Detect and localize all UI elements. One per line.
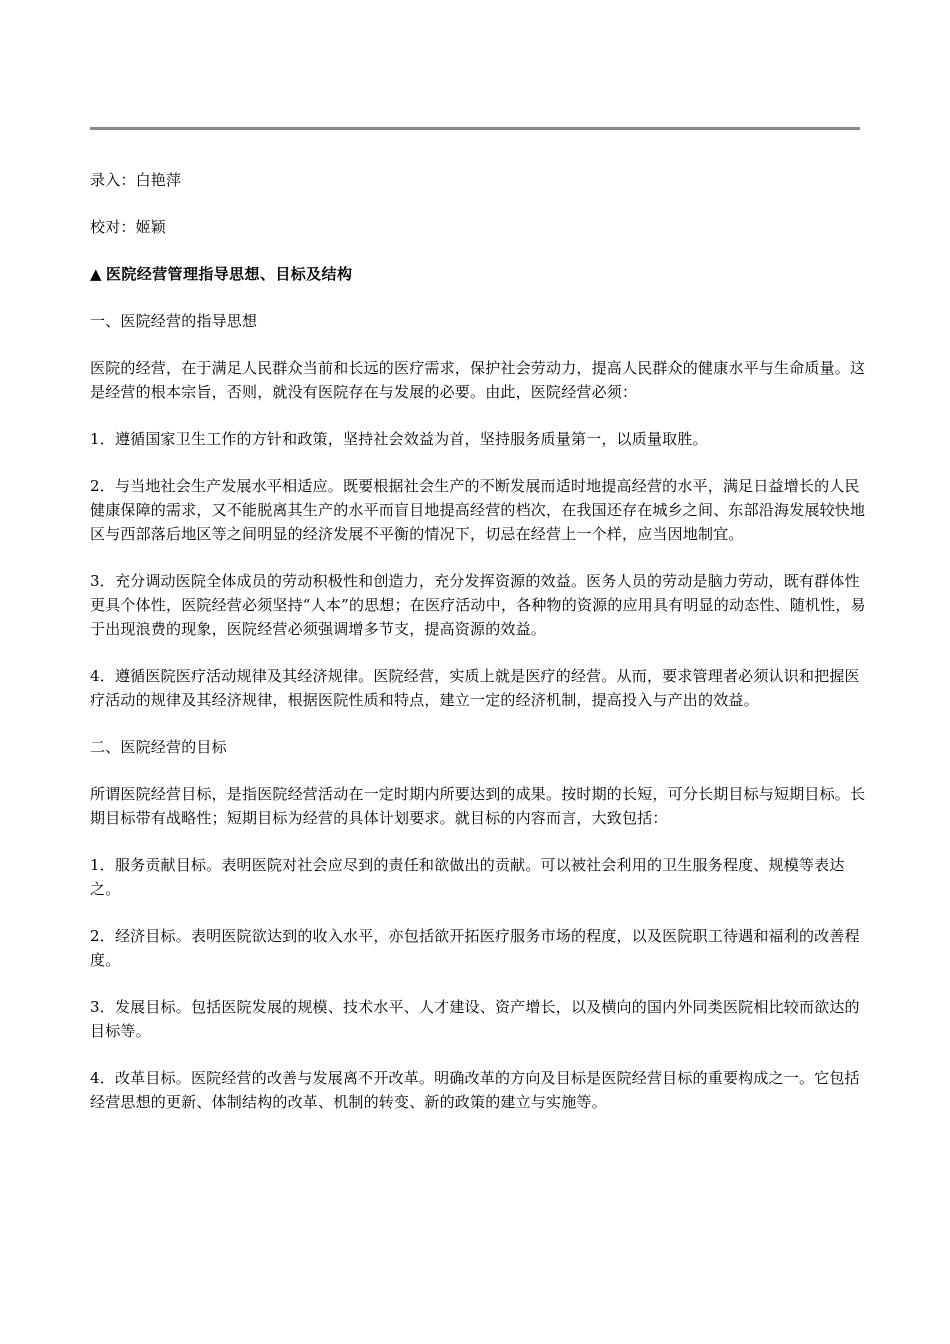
section-1-intro: 医院的经营，在于满足人民群众当前和长远的医疗需求，保护社会劳动力，提高人民群众的健康水平与生命质量。这是经营的根本宗旨，否则，就没有医院存在与发展的必要。由此，医院经营必须： bbox=[90, 359, 866, 401]
section-1-title: 一、医院经营的指导思想 bbox=[90, 312, 258, 330]
section-2-intro: 所谓医院经营目标，是指医院经营活动在一定时期内所要达到的成果。按时期的长短，可分长期目标与短期目标。长期目标带有战略性；短期目标为经营的具体计划要求。就目标的内容而言，大致包括： bbox=[90, 785, 866, 827]
proofread-by-line: 校对：姬颖 bbox=[90, 218, 167, 236]
section-2-item-3: 3．发展目标。包括医院发展的规模、技术水平、人才建设、资产增长，以及横向的国内外同类医院相比较而欲达的目标等。 bbox=[90, 998, 860, 1040]
section-1-item-4: 4．遵循医院医疗活动规律及其经济规律。医院经营，实质上就是医疗的经营。从而，要求管理者必须认识和把握医疗活动的规律及其经济规律，根据医院性质和特点，建立一定的经济机制，提高投入与产出的效益。 bbox=[90, 667, 860, 709]
section-2-item-4: 4．改革目标。医院经营的改善与发展离不开改革。明确改革的方向及目标是医院经营目标的重要构成之一。它包括经营思想的更新、体制结构的改革、机制的转变、新的政策的建立与实施等。 bbox=[90, 1069, 860, 1111]
article-heading-text: 医院经营管理指导思想、目标及结构 bbox=[105, 265, 353, 283]
document-page bbox=[90, 0, 870, 1344]
section-2-title: 二、医院经营的目标 bbox=[90, 738, 227, 756]
entered-by-line: 录入：白艳萍 bbox=[90, 171, 182, 189]
document-content bbox=[90, 168, 870, 1137]
article-heading bbox=[90, 262, 870, 286]
triangle-icon: ▲ bbox=[90, 265, 102, 283]
section-2-item-2: 2．经济目标。表明医院欲达到的收入水平，亦包括欲开拓医疗服务市场的程度，以及医院职工待遇和福利的改善程度。 bbox=[90, 927, 860, 969]
section-1-item-2: 2．与当地社会生产发展水平相适应。既要根据社会生产的不断发展而适时地提高经营的水平，满足日益增长的人民健康保障的需求，又不能脱离其生产的水平而盲目地提高经营的档次，在我国还存在城乡之间、东部沿海发展较快地区与西部落后地区等之间明显的经济发展不平衡的情况下，切忌在经营上一个样，应当因地制宜。 bbox=[90, 477, 866, 543]
section-1-item-1: 1．遵循国家卫生工作的方针和政策，坚持社会效益为首，坚持服务质量第一，以质量取胜。 bbox=[90, 430, 708, 448]
section-2-item-1: 1．服务贡献目标。表明医院对社会应尽到的责任和欲做出的贡献。可以被社会利用的卫生服务程度、规模等表达之。 bbox=[90, 856, 845, 898]
top-divider bbox=[90, 127, 860, 130]
section-1-item-3: 3．充分调动医院全体成员的劳动积极性和创造力，充分发挥资源的效益。医务人员的劳动是脑力劳动，既有群体性更具个体性，医院经营必须坚持“人本”的思想；在医疗活动中，各种物的资源的应用具有明显的动态性、随机性，易于出现浪费的现象，医院经营必须强调增多节支，提高资源的效益。 bbox=[90, 572, 866, 638]
